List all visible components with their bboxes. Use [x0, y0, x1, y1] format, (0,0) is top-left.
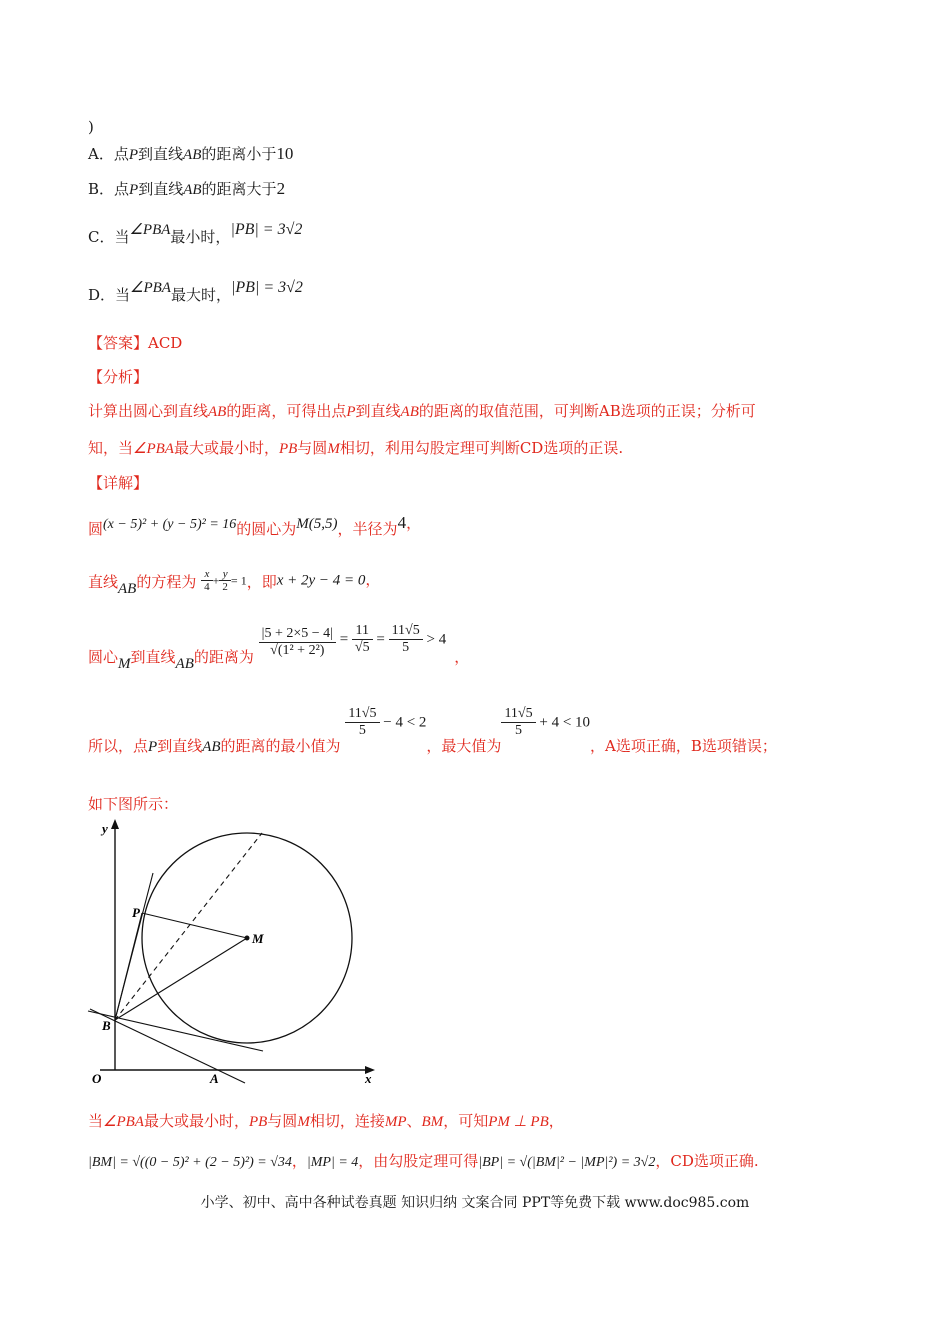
label-y: y [102, 821, 108, 836]
label-o: O [92, 1071, 102, 1086]
option-a: A．点P到直线AB的距离小于10 [88, 144, 294, 163]
answer-tag: 【答案】ACD [88, 334, 183, 352]
label-b: B [102, 1018, 111, 1033]
geometry-figure [80, 815, 390, 1090]
dashed-line [115, 833, 262, 1020]
label-a: A [210, 1071, 219, 1086]
detail-line-7: |BM| = √((0 − 5)² + (2 − 5)²) = √34，|MP| = 4，由勾股定理可得|BP| = √(|BM|² − |MP|²) = 3√2，CD选项正确. [88, 1152, 759, 1170]
detail-line-3: 圆心M到直线AB的距离为 $\frac{|5 + 2\times 5 - 4|}{\text{√(1² + 2²)}}$ = $\frac{11}{√5}$ = $\frac{11√5}{5}$ > 4， [88, 623, 470, 672]
line-eq-frac-x: $\frac{x}{4}$ [201, 568, 213, 593]
detail-line-1: 圆(x − 5)² + (y − 5)² = 16的圆心为M(5,5)，半径为4， [88, 513, 422, 538]
label-m: M [252, 931, 264, 946]
distance-frac: $\frac{|5 + 2\times 5 - 4|}{\text{√(1² + 2²)}}$ [259, 626, 336, 659]
detail-line-5: 如下图所示： [88, 795, 179, 813]
paren: ) [88, 118, 94, 136]
analysis-tag: 【分析】 [88, 368, 149, 386]
footer: 小学、初中、高中各种试卷真题 知识归纳 文案合同 PPT等免费下载 www.doc985.com [200, 1195, 750, 1211]
tangent-lower [88, 1011, 263, 1051]
y-axis-arrow [111, 819, 119, 829]
option-c: C．当∠PBA最小时，|PB| = 3√2 [88, 221, 303, 246]
line-ab [90, 1009, 245, 1083]
option-b: B．点P到直线AB的距离大于2 [88, 179, 286, 198]
label-p: P [132, 905, 140, 920]
segment-pm [142, 913, 247, 938]
label-x: x [365, 1071, 372, 1086]
line-eq-frac-y: $\frac{y}{2}$ [219, 568, 231, 593]
detail-line-4: 所以，点P到直线AB的距离的最小值为 $\frac{11√5}{5}$ − 4 < 2，最大值为 $\frac{11√5}{5}$ + 4 < 10，A选项正确，B选项错误； [88, 706, 777, 755]
analysis-line-2: 知，当∠PBA最大或最小时，PB与圆M相切，利用勾股定理可判断CD选项的正误. [88, 439, 624, 457]
detail-tag: 【详解】 [88, 474, 149, 492]
option-d: D．当∠PBA最大时，|PB| = 3√2 [88, 279, 303, 304]
detail-line-2: 直线AB的方程为 $\frac{x}{4}$ + $\frac{y}{2}$ = 1，即x + 2y − 4 = 0， [88, 568, 381, 597]
detail-line-6: 当∠PBA最大或最小时，PB与圆M相切，连接MP、BM，可知PM ⊥ PB， [88, 1112, 564, 1130]
segment-bm [115, 938, 247, 1020]
segment-pb [115, 913, 142, 1020]
analysis-line-1: 计算出圆心到直线AB的距离，可得出点P到直线AB的距离的取值范围，可判断AB选项的正误；分析可 [88, 402, 756, 420]
point-m [245, 936, 250, 941]
